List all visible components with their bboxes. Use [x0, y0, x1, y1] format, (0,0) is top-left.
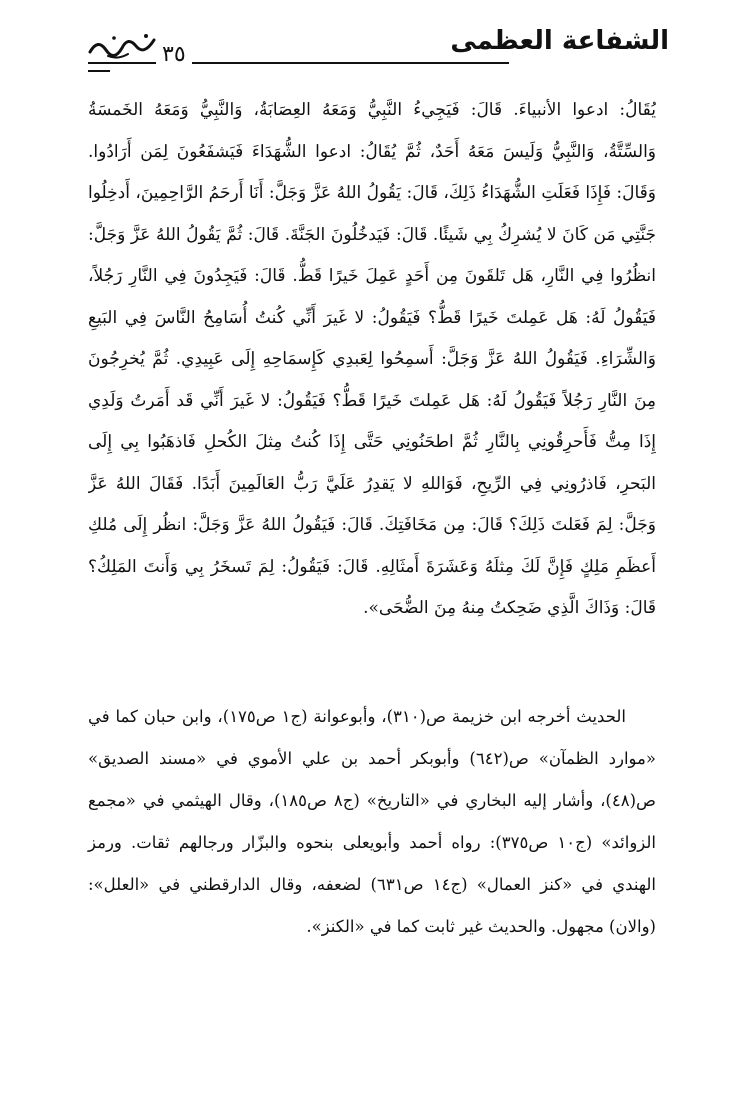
hadith-paragraph: يُقَالُ: ادعوا الأنبياءَ. قَالَ: فَيَجِيءُ النَّبِيُّ وَمَعَهُ العِصَابَةُ، وَالنَّبِيُّ وَمَعَهُ الخَمسَةُ وَالسِّتَّةُ، وَالنَّبِيُّ وَلَيسَ مَعَهُ أَحَدٌ، ثُمَّ يُقَالُ: ادعوا الشُّهَدَاءَ فَيَشفَعُونَ لِمَن أَرَادُوا. وَقَالَ: فَإِذَا فَعَلَتِ الشُّهَدَاءُ ذَلِكَ، قَالَ: يَقُولُ اللهُ عَزَّ وَجَلَّ: أَنَا أَرحَمُ الرَّاحِمِينَ، أَدخِلُوا جَنَّتِي مَن كَانَ لا يُشرِكُ بِي شَيئًا. قَالَ: فَيَدخُلُونَ الجَنَّةَ. قَالَ: ثُمَّ يَقُولُ اللهُ عَزَّ وَجَلَّ: انظُرُوا فِي النَّارِ، هَل تَلقَونَ مِن أَحَدٍ عَمِلَ خَيرًا قَطُّ. قَالَ: فَيَجِدُونَ فِي النَّارِ رَجُلاً، فَيَقُولُ لَهُ: هَل عَمِلتَ خَيرًا قَطُّ؟ فَيَقُولُ: لا غَيرَ أَنِّي كُنتُ أُسَامِحُ النَّاسَ فِي البَيعِ وَالشِّرَاءِ. فَيَقُولُ اللهُ عَزَّ وَجَلَّ: أَسمِحُوا لِعَبدِي كَإِسمَاحِهِ إِلَى عَبِيدِي. ثُمَّ يُخرِجُونَ مِنَ النَّارِ رَجُلاً فَيَقُولُ لَهُ: هَل عَمِلتَ خَيرًا قَطُّ؟ فَيَقُولُ: لا غَيرَ أَنِّي قَد أَمَرتُ وَلَدِي إِذَا مِتُّ فَأَحرِقُونِي بِالنَّارِ ثُمَّ اطحَنُونِي حَتَّى إِذَا كُنتُ مِثلَ الكُحلِ فَاذهَبُوا بِي إِلَى البَحرِ، فَاذرُونِي فِي الرِّيحِ، فَوَاللهِ لا يَقدِرُ عَلَيَّ رَبُّ العَالَمِينَ أَبَدًا. فَقَالَ اللهُ عَزَّ وَجَلَّ: لِمَ فَعَلتَ ذَلِكَ؟ قَالَ: مِن مَخَافَتِكَ. قَالَ: فَيَقُولُ اللهُ عَزَّ وَجَلَّ: انظُر إِلَى مُلكِ أَعظَمِ مَلِكٍ فَإِنَّ لَكَ مِثلَهُ وَعَشَرَةَ أَمثَالِهِ. قَالَ: فَيَقُولُ: لِمَ تَسخَرُ بِي وَأَنتَ المَلِكُ؟ قَالَ: وَذَاكَ الَّذِي ضَحِكتُ مِنهُ مِنَ الضُّحَى». [88, 100, 656, 618]
running-head [88, 18, 669, 70]
running-title: الشفاعة العظمى [450, 26, 669, 56]
page-body [88, 90, 656, 948]
header-dash [88, 70, 110, 72]
header-rule [88, 62, 509, 64]
calligraphy-ornament-icon [88, 30, 158, 60]
page-number: ٣٥ [156, 44, 192, 66]
takhrij-paragraph: الحديث أخرجه ابن خزيمة ص(٣١٠)، وأبوعوانة (ج١ ص١٧٥)، وابن حبان كما في «موارد الظمآن» ص(٦٤٢) وأبوبكر أحمد بن علي الأموي في «مسند الصديق» ص(٤٨)، وأشار إليه البخاري في «التاريخ» (ج٨ ص١٨٥)، وقال الهيثمي في «مجمع الزوائد» (ج١٠ ص٣٧٥): رواه أحمد وأبويعلى بنحوه والبزّار ورجالهم ثقات. ورمز الهندي في «كنز العمال» (ج١٤ ص٦٣١) لضعفه، وقال الدارقطني في «العلل»: (والان) مجهول. والحديث غير ثابت كما في «الكنز». [88, 707, 657, 936]
